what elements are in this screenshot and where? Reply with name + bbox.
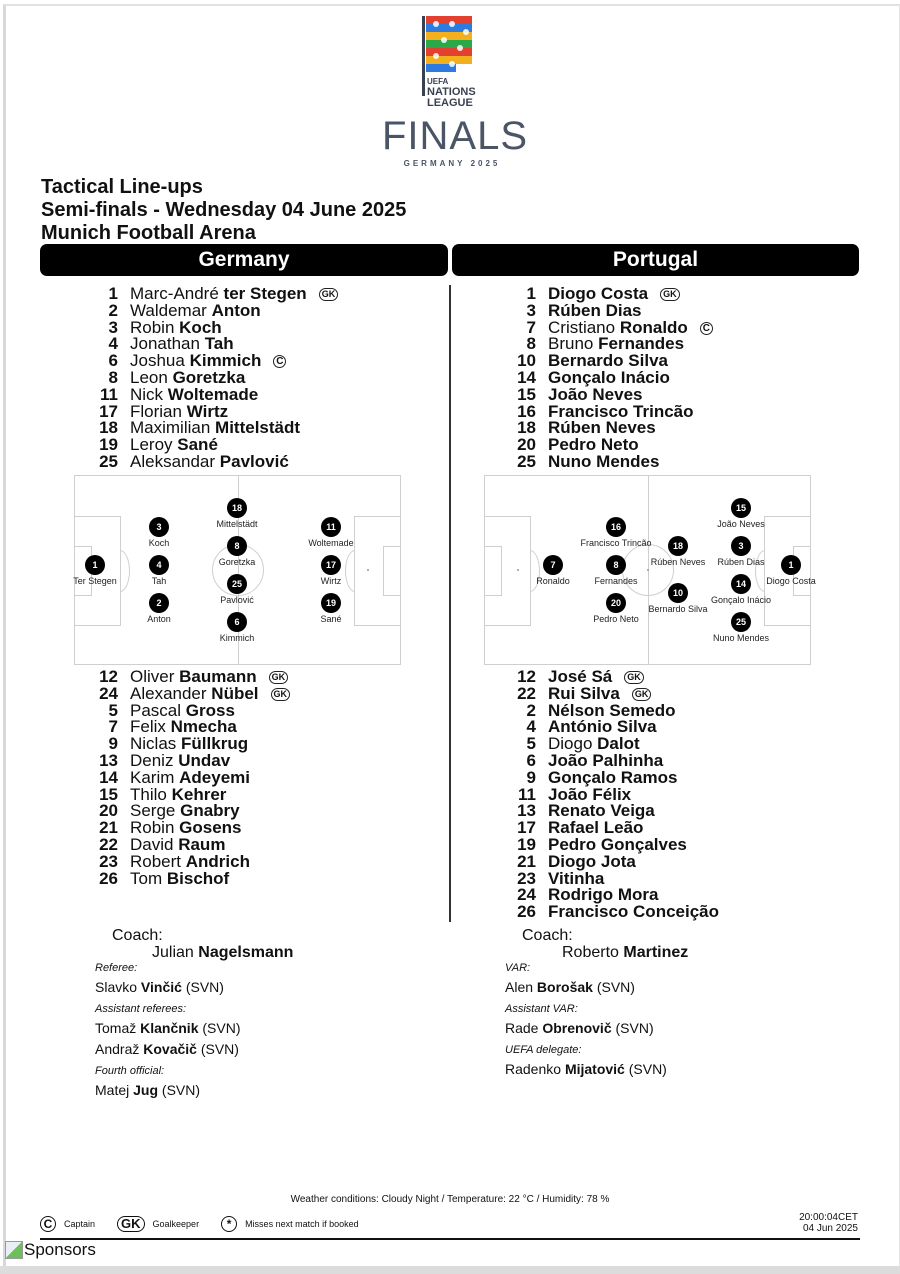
player-last-name: Baumann bbox=[179, 667, 257, 686]
player-position-marker: 8 bbox=[227, 536, 247, 556]
player-first-name: Serge bbox=[130, 801, 176, 821]
player-number: 17 bbox=[99, 401, 118, 421]
player-last-name: Nmecha bbox=[170, 717, 237, 737]
player-last-name: ter Stegen bbox=[223, 284, 307, 303]
weather-conditions: Weather conditions: Cloudy Night / Temperature: 22 °C / Humidity: 78 % bbox=[290, 1194, 610, 1205]
player-first-name: Tom bbox=[130, 868, 163, 888]
player-position-marker: 19 bbox=[321, 593, 341, 613]
official-last-name: Vinčić bbox=[140, 979, 182, 995]
player-last-name: Nélson Semedo bbox=[548, 700, 676, 720]
player-last-name: Gonçalo Inácio bbox=[548, 367, 670, 387]
official-name bbox=[505, 1061, 667, 1077]
official-first-name: Slavko bbox=[95, 979, 138, 995]
sponsors-alt-text: Sponsors bbox=[24, 1240, 96, 1259]
player-first-name: Cristiano bbox=[548, 317, 616, 337]
player-last-name: Nübel bbox=[211, 683, 259, 703]
player-last-name: Wirtz bbox=[186, 401, 229, 421]
player-first-name: Nick bbox=[130, 384, 164, 404]
player-position-label: Nuno Mendes bbox=[712, 633, 770, 643]
player-position-label: João Neves bbox=[717, 519, 765, 529]
player-last-name: Pavlović bbox=[219, 451, 289, 471]
player-last-name: Gnabry bbox=[180, 801, 240, 821]
player-last-name: Renato Veiga bbox=[548, 801, 655, 821]
official-first-name: Andraž bbox=[95, 1041, 140, 1057]
player-number: 18 bbox=[99, 418, 118, 438]
official-first-name: Alen bbox=[505, 979, 534, 995]
player-number: 26 bbox=[517, 902, 536, 922]
goalkeeper-icon: GK bbox=[269, 671, 289, 684]
goal-box-right bbox=[383, 546, 400, 596]
player-position-label: Pavlović bbox=[220, 595, 254, 605]
player-number: 21 bbox=[99, 818, 118, 838]
player-number: 1 bbox=[108, 284, 118, 303]
player-last-name: Diogo Costa bbox=[548, 284, 649, 303]
player-number: 23 bbox=[517, 868, 536, 888]
timestamp-time: 20:00:04CET bbox=[799, 1212, 858, 1223]
official-nationality: (SVN) bbox=[161, 1082, 201, 1098]
legend-goalkeeper-label: Goalkeeper bbox=[152, 1219, 200, 1229]
player-number: 24 bbox=[99, 683, 118, 703]
player-first-name: David bbox=[130, 834, 174, 854]
player-last-name: Bernardo Silva bbox=[548, 351, 668, 371]
player-number: 5 bbox=[526, 734, 536, 754]
player-first-name: Bruno bbox=[548, 334, 594, 354]
player-last-name: Goretzka bbox=[172, 367, 246, 387]
goalkeeper-icon: GK bbox=[660, 288, 680, 301]
player-first-name: Leon bbox=[130, 367, 168, 387]
player-position-label: Rúben Dias bbox=[717, 557, 765, 567]
player-position-marker: 16 bbox=[606, 517, 626, 537]
player-last-name: Kimmich bbox=[189, 351, 262, 371]
player-last-name: Fernandes bbox=[598, 334, 685, 354]
player-first-name: Aleksandar bbox=[130, 451, 216, 471]
player-position-label: Pedro Neto bbox=[593, 614, 639, 624]
player-position-marker: 14 bbox=[731, 574, 751, 594]
flag-pole bbox=[422, 16, 425, 96]
player-last-name: Adeyemi bbox=[179, 767, 251, 787]
match-subtitle: Semi-finals - Wednesday 04 June 2025 bbox=[41, 199, 407, 221]
player-last-name: Anton bbox=[211, 300, 261, 320]
player-position-label: Kimmich bbox=[219, 633, 255, 643]
player-number: 12 bbox=[99, 667, 118, 686]
player-last-name: Koch bbox=[179, 317, 222, 337]
player-number: 20 bbox=[517, 435, 536, 455]
player-position-marker: 10 bbox=[668, 583, 688, 603]
official-name bbox=[95, 1020, 241, 1036]
page-bottom-edge bbox=[0, 1266, 900, 1274]
player-last-name: Füllkrug bbox=[181, 734, 249, 754]
logo-nations: NATIONS bbox=[427, 86, 476, 98]
player-number: 8 bbox=[526, 334, 536, 354]
document-title: Tactical Line-ups bbox=[41, 176, 203, 198]
player-position-marker: 4 bbox=[149, 555, 169, 575]
player-first-name: Robin bbox=[130, 818, 175, 838]
player-last-name: Andrich bbox=[185, 851, 250, 871]
official-first-name: Rade bbox=[505, 1020, 539, 1036]
player-number: 25 bbox=[99, 451, 118, 471]
player-last-name: Gross bbox=[185, 700, 235, 720]
official-last-name: Kovačič bbox=[143, 1041, 197, 1057]
official-role-label: Assistant VAR: bbox=[505, 1003, 578, 1015]
goalkeeper-icon: GK bbox=[271, 688, 291, 701]
player-first-name: Florian bbox=[130, 401, 182, 421]
player-position-label: Diogo Costa bbox=[766, 576, 816, 586]
player-number: 3 bbox=[526, 300, 536, 320]
player-last-name: Dalot bbox=[597, 734, 640, 754]
logo-host: GERMANY 2025 bbox=[403, 159, 501, 168]
official-last-name: Mijatović bbox=[564, 1061, 625, 1077]
player-last-name: Tah bbox=[204, 334, 234, 354]
footer-rule bbox=[40, 1238, 860, 1240]
player-position-marker: 17 bbox=[321, 555, 341, 575]
player-last-name: Woltemade bbox=[167, 384, 259, 404]
player-position-marker: 11 bbox=[321, 517, 341, 537]
player-position-label: Rúben Neves bbox=[650, 557, 706, 567]
player-position-label: Bernardo Silva bbox=[648, 604, 708, 614]
player-number: 12 bbox=[517, 667, 536, 686]
logo-finals: FINALS bbox=[382, 114, 529, 158]
player-number: 17 bbox=[517, 818, 536, 838]
player-position-label: Francisco Trincão bbox=[580, 538, 652, 548]
player-first-name: Robin bbox=[130, 317, 175, 337]
player-position-label: Sané bbox=[320, 614, 342, 624]
player-name bbox=[548, 451, 660, 471]
player-last-name: Rafael Leão bbox=[548, 818, 644, 838]
player-last-name: José Sá bbox=[548, 667, 613, 686]
player-position-marker: 1 bbox=[85, 555, 105, 575]
player-number: 22 bbox=[517, 683, 536, 703]
player-position-label: Ter Stegen bbox=[73, 576, 117, 586]
player-position-marker: 18 bbox=[668, 536, 688, 556]
goalkeeper-icon: GK bbox=[632, 688, 652, 701]
player-name bbox=[548, 904, 719, 921]
player-last-name: Mittelstädt bbox=[215, 418, 301, 438]
player-last-name: Ronaldo bbox=[619, 317, 688, 337]
legend bbox=[40, 1216, 381, 1232]
player-number: 11 bbox=[100, 384, 118, 404]
official-nationality: (SVN) bbox=[200, 1041, 239, 1057]
player-last-name: Pedro Gonçalves bbox=[548, 834, 687, 854]
player-name bbox=[130, 868, 230, 888]
player-number: 14 bbox=[517, 367, 536, 387]
player-position-label: Ronaldo bbox=[536, 576, 570, 586]
player-last-name: Rui Silva bbox=[548, 683, 620, 703]
coach-first: Julian bbox=[152, 944, 194, 961]
broken-image-icon bbox=[5, 1241, 23, 1259]
penalty-spot bbox=[367, 569, 369, 571]
nations-league-wordmark bbox=[427, 76, 476, 109]
legend-booked-label: Misses next match if booked bbox=[245, 1219, 359, 1229]
official-first-name: Tomaž bbox=[95, 1020, 137, 1036]
player-position-marker: 15 bbox=[731, 498, 751, 518]
player-number: 1 bbox=[526, 284, 536, 303]
player-position-marker: 1 bbox=[781, 555, 801, 575]
player-last-name: Gonçalo Ramos bbox=[548, 767, 678, 787]
player-first-name: Leroy bbox=[130, 435, 173, 455]
official-nationality: (SVN) bbox=[628, 1061, 667, 1077]
player-number: 21 bbox=[517, 851, 536, 871]
player-first-name: Felix bbox=[130, 717, 166, 737]
official-last-name: Klančnik bbox=[140, 1020, 199, 1036]
player-position-marker: 18 bbox=[227, 498, 247, 518]
player-first-name: Oliver bbox=[130, 667, 175, 686]
player-number: 7 bbox=[108, 717, 118, 737]
official-name bbox=[95, 1041, 239, 1057]
player-number: 22 bbox=[99, 834, 118, 854]
player-first-name: Maximilian bbox=[130, 418, 211, 438]
player-position-label: Goretzka bbox=[218, 557, 256, 567]
goalkeeper-icon: GK bbox=[624, 671, 644, 684]
player-number: 13 bbox=[517, 801, 536, 821]
coach-last: Nagelsmann bbox=[198, 944, 294, 961]
player-first-name: Jonathan bbox=[130, 334, 200, 354]
player-last-name: Undav bbox=[178, 750, 231, 770]
player-first-name: Karim bbox=[130, 767, 175, 787]
official-first-name: Radenko bbox=[505, 1061, 562, 1077]
official-last-name: Jug bbox=[133, 1082, 159, 1098]
official-role-label: Referee: bbox=[95, 962, 138, 974]
legend-captain-label: Captain bbox=[64, 1219, 96, 1229]
penalty-spot bbox=[517, 569, 519, 571]
player-last-name: João Félix bbox=[548, 784, 632, 804]
player-last-name: Francisco Conceição bbox=[548, 902, 720, 922]
player-last-name: Sané bbox=[177, 435, 218, 455]
player-first-name: Thilo bbox=[130, 784, 167, 804]
player-last-name: António Silva bbox=[548, 717, 657, 737]
player-last-name: Rodrigo Mora bbox=[548, 885, 659, 905]
player-position-label: Koch bbox=[148, 538, 170, 548]
logo-league: LEAGUE bbox=[427, 97, 473, 109]
player-first-name: Joshua bbox=[130, 351, 185, 371]
player-number: 9 bbox=[108, 734, 118, 754]
home-coach-name bbox=[152, 944, 293, 962]
column-divider bbox=[449, 285, 451, 922]
player-position-marker: 6 bbox=[227, 612, 247, 632]
player-last-name: Gosens bbox=[179, 818, 242, 838]
player-name bbox=[130, 451, 289, 471]
official-role-label: Fourth official: bbox=[95, 1065, 165, 1077]
player-number: 16 bbox=[517, 401, 536, 421]
official-nationality: (SVN) bbox=[615, 1020, 654, 1036]
asterisk-icon: * bbox=[221, 1216, 237, 1232]
player-number: 4 bbox=[108, 334, 118, 354]
player-position-label: Woltemade bbox=[308, 538, 354, 548]
goalkeeper-icon: GK bbox=[319, 288, 339, 301]
official-name bbox=[95, 979, 224, 995]
player-number: 3 bbox=[108, 317, 118, 337]
player-position-marker: 25 bbox=[731, 612, 751, 632]
player-number: 19 bbox=[517, 834, 536, 854]
player-number: 4 bbox=[526, 717, 536, 737]
player-number: 18 bbox=[517, 418, 536, 438]
goal-box-left bbox=[485, 546, 502, 596]
player-last-name: Vitinha bbox=[548, 868, 605, 888]
player-number: 20 bbox=[99, 801, 118, 821]
player-number: 9 bbox=[526, 767, 536, 787]
player-number: 26 bbox=[99, 868, 118, 888]
player-number: 2 bbox=[526, 700, 536, 720]
goalkeeper-icon: GK bbox=[117, 1216, 145, 1232]
nations-league-flag-icon bbox=[422, 16, 474, 74]
player-first-name: Niclas bbox=[130, 734, 177, 754]
official-nationality: (SVN) bbox=[185, 979, 224, 995]
player-number: 24 bbox=[517, 885, 536, 905]
player-number: 15 bbox=[99, 784, 118, 804]
logo-uefa: UEFA bbox=[427, 77, 449, 86]
player-number: 2 bbox=[108, 300, 118, 320]
player-position-marker: 2 bbox=[149, 593, 169, 613]
player-position-label: Gonçalo Inácio bbox=[710, 595, 772, 605]
player-last-name: Rúben Dias bbox=[548, 300, 642, 320]
away-coach-label: Coach: bbox=[522, 927, 573, 944]
player-first-name: Alexander bbox=[130, 683, 207, 703]
player-first-name: Diogo bbox=[548, 734, 593, 754]
official-role-label: VAR: bbox=[505, 962, 531, 974]
player-number: 13 bbox=[99, 750, 118, 770]
official-name bbox=[95, 1082, 200, 1098]
player-last-name: João Palhinha bbox=[548, 750, 664, 770]
player-number: 19 bbox=[99, 435, 118, 455]
player-first-name: Marc-André bbox=[130, 284, 219, 303]
captain-icon: C bbox=[700, 322, 713, 335]
player-number: 14 bbox=[99, 767, 118, 787]
official-last-name: Obrenovič bbox=[542, 1020, 612, 1036]
player-position-label: Mittelstädt bbox=[216, 519, 258, 529]
coach-first: Roberto bbox=[562, 944, 619, 961]
player-position-label: Fernandes bbox=[594, 576, 638, 586]
official-nationality: (SVN) bbox=[202, 1020, 241, 1036]
player-number: 7 bbox=[526, 317, 536, 337]
official-first-name: Matej bbox=[95, 1082, 130, 1098]
player-last-name: Francisco Trincão bbox=[548, 401, 694, 421]
player-position-label: Anton bbox=[147, 614, 171, 624]
player-position-marker: 8 bbox=[606, 555, 626, 575]
player-number: 11 bbox=[518, 784, 536, 804]
player-position-marker: 7 bbox=[543, 555, 563, 575]
player-position-label: Tah bbox=[151, 576, 167, 586]
player-first-name: Deniz bbox=[130, 750, 174, 770]
player-last-name: Rúben Neves bbox=[548, 418, 656, 438]
home-formation-pitch bbox=[74, 475, 401, 665]
document-header bbox=[41, 176, 406, 245]
player-last-name: Pedro Neto bbox=[548, 435, 639, 455]
away-team-header: Portugal bbox=[452, 244, 859, 276]
player-number: 23 bbox=[99, 851, 118, 871]
center-spot bbox=[647, 569, 649, 571]
player-position-marker: 3 bbox=[731, 536, 751, 556]
away-coach-name bbox=[562, 944, 688, 962]
official-role-label: Assistant referees: bbox=[95, 1003, 187, 1015]
home-coach-label: Coach: bbox=[112, 927, 163, 944]
official-role-label: UEFA delegate: bbox=[505, 1044, 582, 1056]
player-last-name: João Neves bbox=[548, 384, 643, 404]
player-position-label: Wirtz bbox=[320, 576, 342, 586]
player-number: 25 bbox=[517, 451, 536, 471]
timestamp-date: 04 Jun 2025 bbox=[802, 1223, 858, 1234]
nations-league-finals-logo bbox=[382, 14, 529, 174]
timestamp bbox=[799, 1212, 858, 1234]
away-formation-pitch bbox=[484, 475, 816, 665]
captain-icon: C bbox=[40, 1216, 56, 1232]
player-position-marker: 3 bbox=[149, 517, 169, 537]
player-number: 6 bbox=[108, 351, 118, 371]
player-first-name: Pascal bbox=[130, 700, 182, 720]
player-first-name: Robert bbox=[130, 851, 182, 871]
player-number: 8 bbox=[108, 367, 118, 387]
venue: Munich Football Arena bbox=[41, 222, 256, 244]
official-last-name: Borošak bbox=[536, 979, 593, 995]
sponsors-image bbox=[5, 1240, 96, 1260]
player-number: 6 bbox=[526, 750, 536, 770]
player-first-name: Waldemar bbox=[130, 300, 207, 320]
home-team-header: Germany bbox=[40, 244, 448, 276]
official-nationality: (SVN) bbox=[596, 979, 635, 995]
player-last-name: Kehrer bbox=[171, 784, 227, 804]
player-number: 10 bbox=[517, 351, 536, 371]
player-last-name: Diogo Jota bbox=[548, 851, 636, 871]
player-number: 5 bbox=[108, 700, 118, 720]
coach-last: Martinez bbox=[623, 944, 689, 961]
official-name bbox=[505, 979, 635, 995]
player-number: 15 bbox=[517, 384, 536, 404]
player-last-name: Raum bbox=[178, 834, 226, 854]
player-position-marker: 20 bbox=[606, 593, 626, 613]
player-last-name: Nuno Mendes bbox=[548, 451, 660, 471]
player-last-name: Bischof bbox=[166, 868, 230, 888]
official-name bbox=[505, 1020, 654, 1036]
player-position-marker: 25 bbox=[227, 574, 247, 594]
captain-icon: C bbox=[273, 355, 286, 368]
